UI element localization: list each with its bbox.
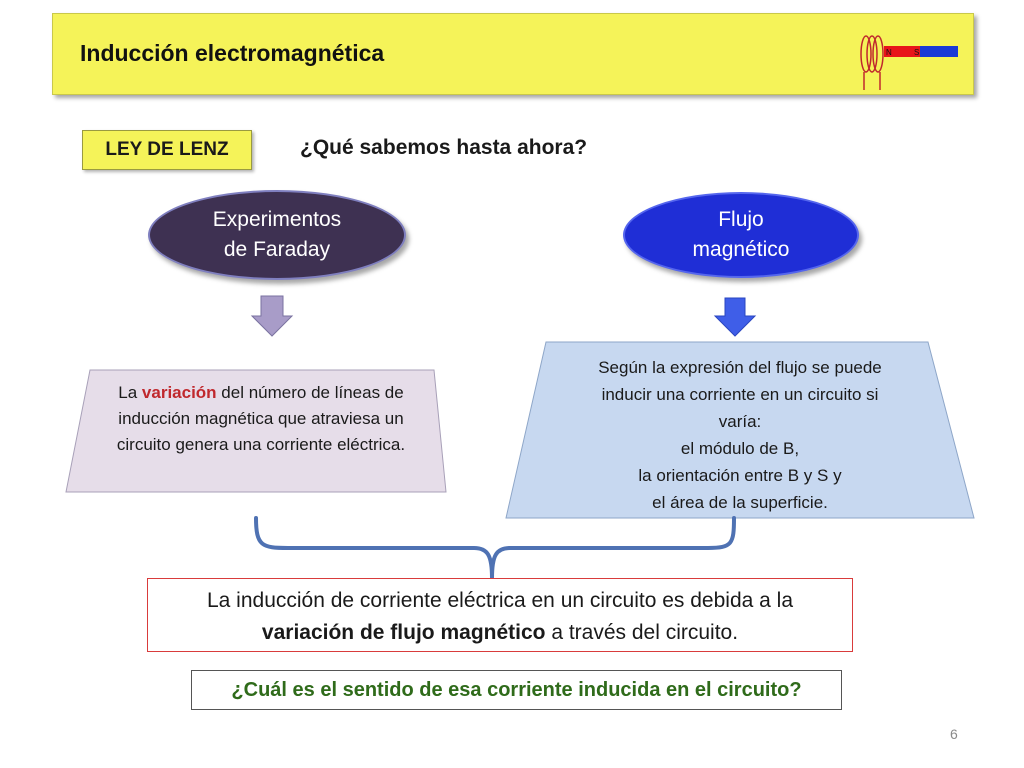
variation-highlight: variación xyxy=(141,383,217,402)
slide-title: Inducción electromagnética xyxy=(80,40,385,66)
magnetic-flux-oval xyxy=(623,192,859,278)
curly-brace-connector xyxy=(248,516,740,580)
flux-variation-highlight: variación de flujo magnético xyxy=(261,621,546,644)
down-arrow-icon xyxy=(250,294,294,338)
flux-expression-explanation: Según la expresión del flujo se puede inducir una corriente en un circuito si varía: el módulo de B, la orientación entre B y S y el área de la superficie. xyxy=(598,358,882,512)
lenz-law-label: LEY DE LENZ xyxy=(82,130,252,170)
svg-text:S: S xyxy=(914,48,920,57)
svg-text:N: N xyxy=(886,48,892,57)
conclusion-box: La inducción de corriente eléctrica en un circuito es debida a la variación de flujo magnético a través del circuito. xyxy=(147,578,853,652)
variation-explanation: La variación del número de líneas de inducción magnética que atraviesa un circuito genera una corriente eléctrica. xyxy=(116,383,406,454)
final-question: ¿Cuál es el sentido de esa corriente inducida en el circuito? xyxy=(191,670,842,710)
faraday-experiments-label: Experimentos de Faraday xyxy=(212,208,342,261)
faraday-experiments-oval xyxy=(148,190,406,280)
down-arrow-icon xyxy=(713,296,757,338)
page-number: 6 xyxy=(950,726,958,742)
magnetic-flux-label: Flujo magnético xyxy=(692,208,790,261)
question-heading: ¿Qué sabemos hasta ahora? xyxy=(300,136,588,159)
coil-magnet-icon xyxy=(852,32,962,94)
